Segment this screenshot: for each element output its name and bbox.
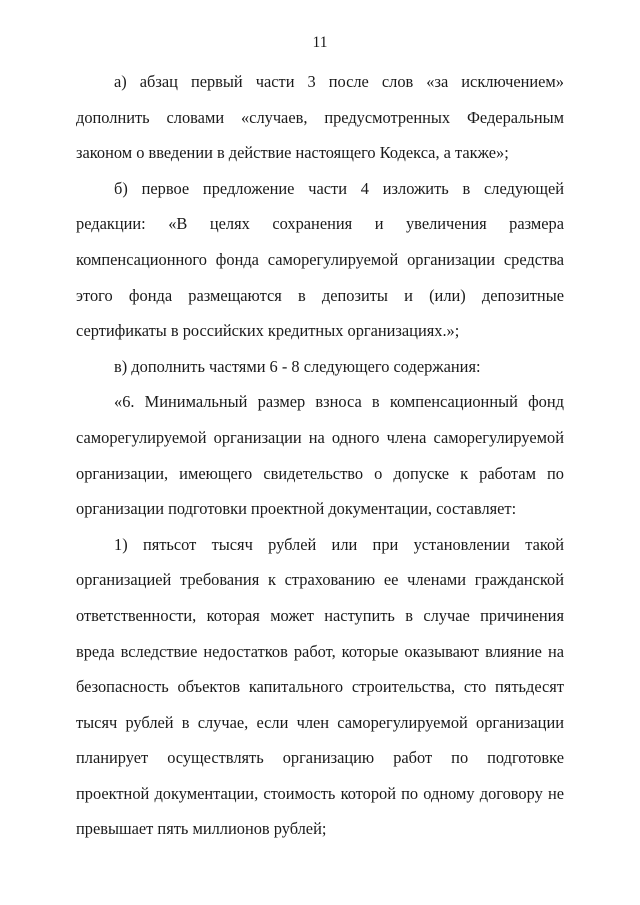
paragraph-a: а) абзац первый части 3 после слов «за исключением» дополнить словами «случаев, предусмотренных Федеральным законом о введении в действие настоящего Кодекса, а также»; [76, 72, 564, 163]
paragraph-b: б) первое предложение части 4 изложить в следующей редакции: «В целях сохранения и увеличения размера компенсационного фонда саморегулируемой организации средства этого фонда размещаются в депозиты и (или) депозитные сертификаты в российских кредитных организациях.»; [76, 178, 564, 341]
document-body [76, 64, 564, 847]
paragraph-item-1: 1) пятьсот тысяч рублей или при установлении такой организацией требования к страхованию ее членами гражданской ответственности, которая может наступить в случае причинения вреда вследствие недостатков работ, которые оказывают влияние на безопасность объектов капитального строительства, сто пятьдесят тысяч рублей в случае, если член саморегулируемой организации планирует осуществлять организацию работ по подготовке проектной документации, стоимость которой по одному договору не превышает пять миллионов рублей; [76, 534, 564, 839]
paragraph-v: в) дополнить частями 6 - 8 следующего содержания: [114, 356, 481, 376]
paragraph-part-6: «6. Минимальный размер взноса в компенсационный фонд саморегулируемой организации на одного члена саморегулируемой организации, имеющего свидетельство о допуске к работам по организации подготовки проектной документации, составляет: [76, 392, 564, 519]
page-number: 11 [312, 34, 328, 51]
